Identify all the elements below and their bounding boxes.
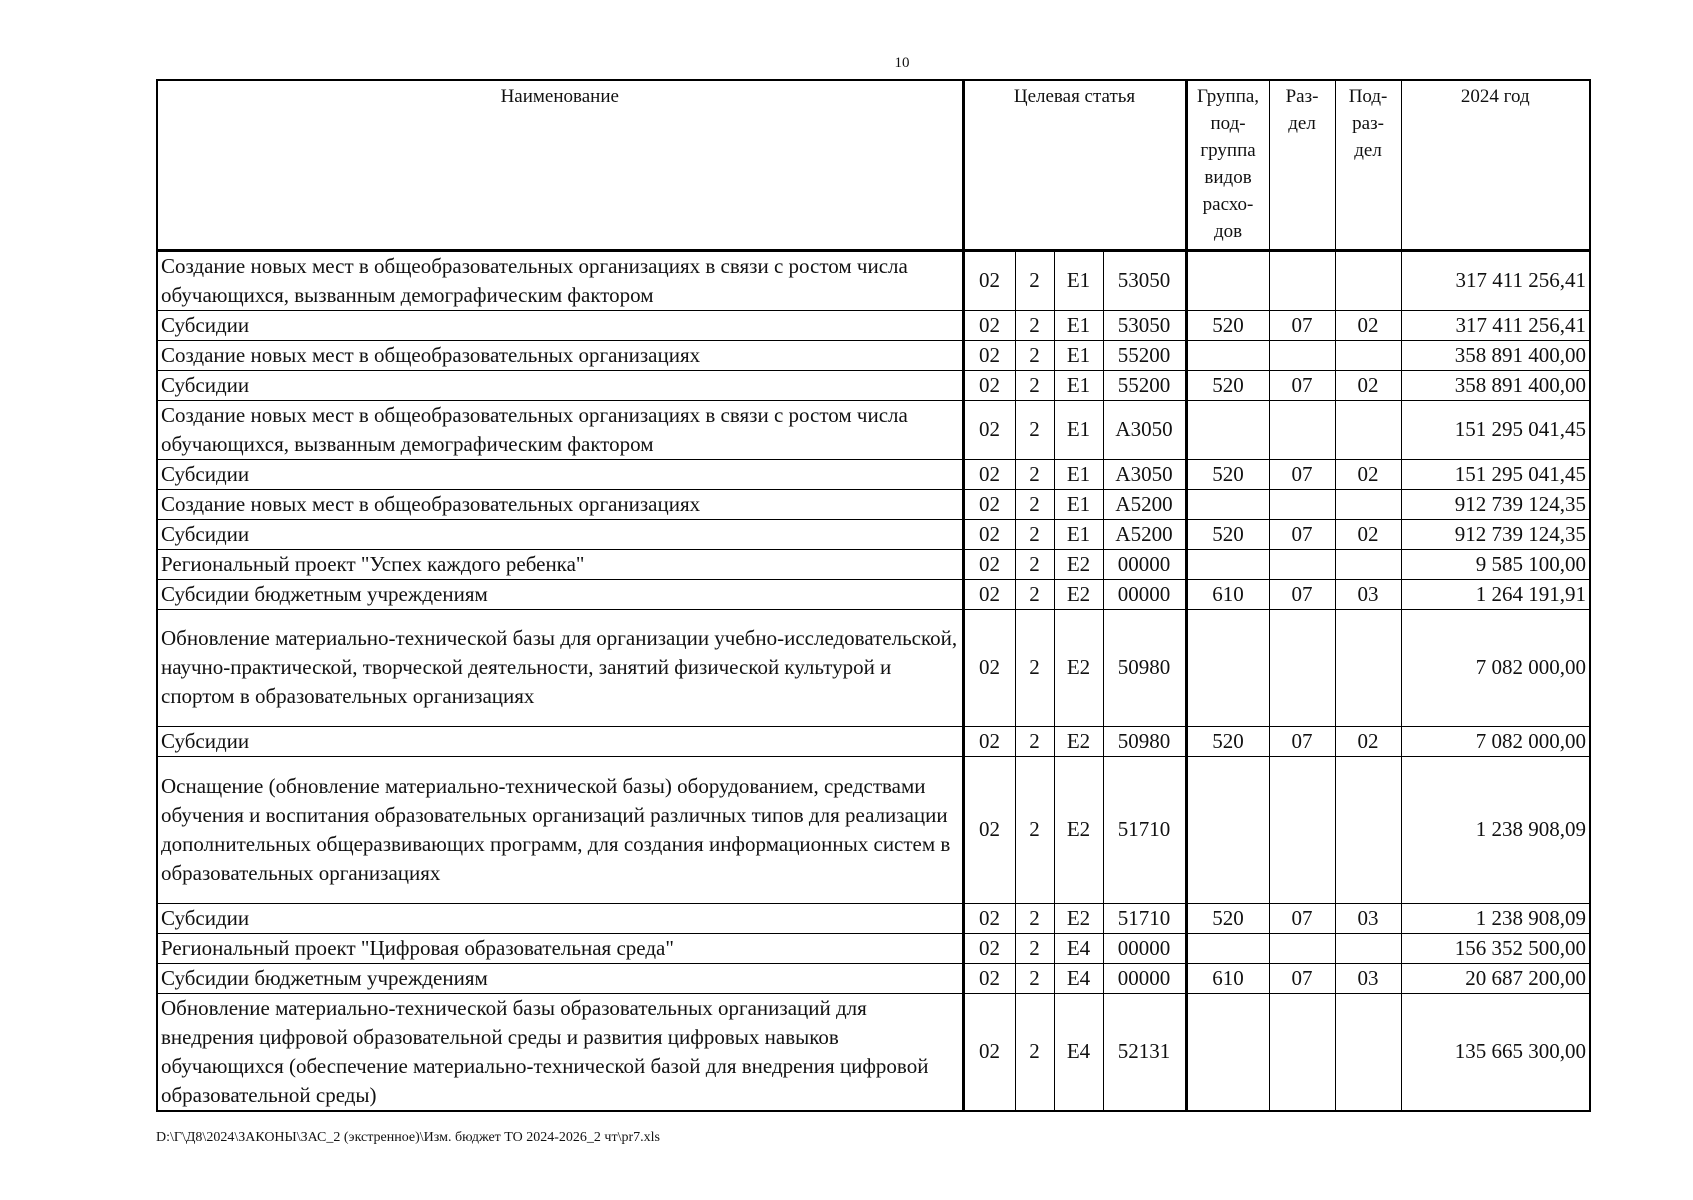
- row-section: 07: [1269, 726, 1335, 756]
- table-row: [157, 933, 1590, 963]
- table-header-row: [157, 80, 1590, 250]
- row-amount: 156 352 500,00: [1401, 933, 1590, 963]
- row-direction-code: А5200: [1103, 489, 1186, 519]
- table-row: [157, 549, 1590, 579]
- row-expense-group: [1186, 549, 1269, 579]
- row-amount: 317 411 256,41: [1401, 310, 1590, 340]
- table-row: [157, 340, 1590, 370]
- row-subsection: [1335, 933, 1401, 963]
- row-subprogram-code: 2: [1015, 310, 1054, 340]
- row-program-code: 02: [963, 400, 1015, 459]
- row-subprogram-code: 2: [1015, 726, 1054, 756]
- table-row: [157, 609, 1590, 726]
- row-direction-code: А3050: [1103, 459, 1186, 489]
- row-amount: 151 295 041,45: [1401, 400, 1590, 459]
- row-expense-group: 610: [1186, 579, 1269, 609]
- row-subsection: [1335, 549, 1401, 579]
- row-direction-code: 55200: [1103, 340, 1186, 370]
- header-year: 2024 год: [1401, 80, 1590, 250]
- row-section: [1269, 993, 1335, 1111]
- row-project-code: Е1: [1054, 519, 1103, 549]
- header-subsection: Под-раз-дел: [1335, 80, 1401, 250]
- row-subprogram-code: 2: [1015, 370, 1054, 400]
- row-program-code: 02: [963, 459, 1015, 489]
- row-name: Создание новых мест в общеобразовательных организациях: [157, 489, 963, 519]
- row-expense-group: 520: [1186, 310, 1269, 340]
- row-section: [1269, 400, 1335, 459]
- row-section: 07: [1269, 519, 1335, 549]
- header-name: Наименование: [157, 80, 963, 250]
- row-program-code: 02: [963, 903, 1015, 933]
- row-name: Региональный проект "Цифровая образовательная среда": [157, 933, 963, 963]
- table-row: [157, 459, 1590, 489]
- row-program-code: 02: [963, 340, 1015, 370]
- row-expense-group: [1186, 993, 1269, 1111]
- row-expense-group: 520: [1186, 459, 1269, 489]
- row-section: [1269, 489, 1335, 519]
- row-expense-group: [1186, 489, 1269, 519]
- table-row: [157, 370, 1590, 400]
- table-row: [157, 963, 1590, 993]
- row-direction-code: 00000: [1103, 549, 1186, 579]
- row-name: Создание новых мест в общеобразовательных организациях: [157, 340, 963, 370]
- row-section: 07: [1269, 903, 1335, 933]
- row-direction-code: 55200: [1103, 370, 1186, 400]
- row-name: Оснащение (обновление материально-технической базы) оборудованием, средствами обучения и воспитания образовательных организаций различных типов для реализации дополнительных общеразвивающих программ, для создания информационных систем в образовательных организациях: [157, 756, 963, 903]
- row-subprogram-code: 2: [1015, 609, 1054, 726]
- page-number: 10: [894, 55, 910, 71]
- row-name: Региональный проект "Успех каждого ребенка": [157, 549, 963, 579]
- row-project-code: Е1: [1054, 250, 1103, 310]
- table-row: [157, 310, 1590, 340]
- row-expense-group: 520: [1186, 903, 1269, 933]
- row-subsection: 03: [1335, 963, 1401, 993]
- row-section: [1269, 756, 1335, 903]
- row-direction-code: 50980: [1103, 609, 1186, 726]
- row-direction-code: 51710: [1103, 903, 1186, 933]
- row-subprogram-code: 2: [1015, 579, 1054, 609]
- row-section: 07: [1269, 370, 1335, 400]
- header-section: Раз-дел: [1269, 80, 1335, 250]
- row-amount: 7 082 000,00: [1401, 726, 1590, 756]
- header-expense-group: Группа, под-группа видов расхо-дов: [1186, 80, 1269, 250]
- row-subsection: 03: [1335, 579, 1401, 609]
- row-amount: 912 739 124,35: [1401, 519, 1590, 549]
- row-project-code: Е1: [1054, 310, 1103, 340]
- row-name: Обновление материально-технической базы для организации учебно-исследовательской, научно-практической, творческой деятельности, занятий физической культурой и спортом в образовательных организациях: [157, 609, 963, 726]
- row-amount: 1 238 908,09: [1401, 756, 1590, 903]
- row-program-code: 02: [963, 519, 1015, 549]
- row-expense-group: [1186, 756, 1269, 903]
- row-project-code: Е1: [1054, 400, 1103, 459]
- row-expense-group: 520: [1186, 519, 1269, 549]
- row-expense-group: 520: [1186, 370, 1269, 400]
- row-amount: 358 891 400,00: [1401, 340, 1590, 370]
- row-direction-code: 52131: [1103, 993, 1186, 1111]
- row-name: Субсидии бюджетным учреждениям: [157, 579, 963, 609]
- row-direction-code: А5200: [1103, 519, 1186, 549]
- row-subsection: 02: [1335, 459, 1401, 489]
- file-path-footer: D:\Г\Д8\2024\ЗАКОНЫ\ЗАС_2 (экстренное)\Изм. бюджет ТО 2024-2026_2 чт\pr7.xls: [156, 1130, 660, 1145]
- row-direction-code: 53050: [1103, 310, 1186, 340]
- row-section: [1269, 609, 1335, 726]
- row-project-code: Е2: [1054, 549, 1103, 579]
- row-subprogram-code: 2: [1015, 489, 1054, 519]
- table-row: [157, 579, 1590, 609]
- row-amount: 9 585 100,00: [1401, 549, 1590, 579]
- row-name: Субсидии: [157, 310, 963, 340]
- row-name: Субсидии: [157, 519, 963, 549]
- row-direction-code: 00000: [1103, 963, 1186, 993]
- row-project-code: Е4: [1054, 933, 1103, 963]
- row-project-code: Е1: [1054, 489, 1103, 519]
- row-program-code: 02: [963, 370, 1015, 400]
- row-project-code: Е2: [1054, 756, 1103, 903]
- row-name: Создание новых мест в общеобразовательных организациях в связи с ростом числа обучающихся, вызванным демографическим фактором: [157, 250, 963, 310]
- row-name: Субсидии: [157, 459, 963, 489]
- row-amount: 20 687 200,00: [1401, 963, 1590, 993]
- row-amount: 317 411 256,41: [1401, 250, 1590, 310]
- row-program-code: 02: [963, 933, 1015, 963]
- row-subprogram-code: 2: [1015, 756, 1054, 903]
- row-subprogram-code: 2: [1015, 549, 1054, 579]
- row-section: [1269, 250, 1335, 310]
- table-row: [157, 400, 1590, 459]
- row-project-code: Е4: [1054, 963, 1103, 993]
- table-row: [157, 756, 1590, 903]
- row-direction-code: А3050: [1103, 400, 1186, 459]
- table-row: [157, 519, 1590, 549]
- row-subprogram-code: 2: [1015, 963, 1054, 993]
- row-subsection: [1335, 489, 1401, 519]
- row-section: [1269, 933, 1335, 963]
- row-subsection: [1335, 340, 1401, 370]
- row-project-code: Е2: [1054, 609, 1103, 726]
- budget-table: [156, 79, 1591, 1112]
- table-row: [157, 489, 1590, 519]
- row-program-code: 02: [963, 756, 1015, 903]
- row-name: Субсидии: [157, 903, 963, 933]
- row-subsection: [1335, 609, 1401, 726]
- table-row: [157, 250, 1590, 310]
- table-row: [157, 726, 1590, 756]
- row-expense-group: [1186, 933, 1269, 963]
- row-expense-group: [1186, 400, 1269, 459]
- row-program-code: 02: [963, 310, 1015, 340]
- row-section: [1269, 549, 1335, 579]
- row-name: Субсидии: [157, 726, 963, 756]
- row-subprogram-code: 2: [1015, 933, 1054, 963]
- row-subsection: 03: [1335, 903, 1401, 933]
- table-row: [157, 903, 1590, 933]
- row-project-code: Е4: [1054, 993, 1103, 1111]
- row-subprogram-code: 2: [1015, 250, 1054, 310]
- row-amount: 1 238 908,09: [1401, 903, 1590, 933]
- row-program-code: 02: [963, 250, 1015, 310]
- row-amount: 135 665 300,00: [1401, 993, 1590, 1111]
- row-amount: 151 295 041,45: [1401, 459, 1590, 489]
- row-amount: 7 082 000,00: [1401, 609, 1590, 726]
- row-subsection: [1335, 756, 1401, 903]
- row-program-code: 02: [963, 726, 1015, 756]
- row-direction-code: 50980: [1103, 726, 1186, 756]
- row-subsection: 02: [1335, 519, 1401, 549]
- row-name: Субсидии бюджетным учреждениям: [157, 963, 963, 993]
- row-subsection: [1335, 400, 1401, 459]
- row-program-code: 02: [963, 579, 1015, 609]
- row-project-code: Е2: [1054, 903, 1103, 933]
- row-subprogram-code: 2: [1015, 400, 1054, 459]
- row-section: 07: [1269, 963, 1335, 993]
- row-amount: 912 739 124,35: [1401, 489, 1590, 519]
- row-program-code: 02: [963, 609, 1015, 726]
- row-name: Создание новых мест в общеобразовательных организациях в связи с ростом числа обучающихся, вызванным демографическим фактором: [157, 400, 963, 459]
- row-expense-group: [1186, 340, 1269, 370]
- row-amount: 358 891 400,00: [1401, 370, 1590, 400]
- header-target-article: Целевая статья: [963, 80, 1186, 250]
- row-subsection: [1335, 993, 1401, 1111]
- row-subprogram-code: 2: [1015, 993, 1054, 1111]
- row-section: [1269, 340, 1335, 370]
- row-name: Обновление материально-технической базы образовательных организаций для внедрения цифровой образовательной среды и развития цифровых навыков обучающихся (обеспечение материально-технической базой для внедрения цифровой образовательной среды): [157, 993, 963, 1111]
- row-project-code: Е2: [1054, 726, 1103, 756]
- row-program-code: 02: [963, 993, 1015, 1111]
- table-row: [157, 993, 1590, 1111]
- row-program-code: 02: [963, 549, 1015, 579]
- row-direction-code: 53050: [1103, 250, 1186, 310]
- row-expense-group: [1186, 609, 1269, 726]
- row-program-code: 02: [963, 963, 1015, 993]
- row-section: 07: [1269, 579, 1335, 609]
- row-amount: 1 264 191,91: [1401, 579, 1590, 609]
- row-subprogram-code: 2: [1015, 519, 1054, 549]
- row-direction-code: 00000: [1103, 579, 1186, 609]
- row-program-code: 02: [963, 489, 1015, 519]
- row-expense-group: 610: [1186, 963, 1269, 993]
- row-project-code: Е1: [1054, 340, 1103, 370]
- row-subprogram-code: 2: [1015, 903, 1054, 933]
- row-subsection: 02: [1335, 310, 1401, 340]
- row-project-code: Е1: [1054, 459, 1103, 489]
- row-subprogram-code: 2: [1015, 340, 1054, 370]
- row-subprogram-code: 2: [1015, 459, 1054, 489]
- row-direction-code: 51710: [1103, 756, 1186, 903]
- row-expense-group: 520: [1186, 726, 1269, 756]
- row-subsection: 02: [1335, 726, 1401, 756]
- row-section: 07: [1269, 310, 1335, 340]
- row-section: 07: [1269, 459, 1335, 489]
- row-subsection: 02: [1335, 370, 1401, 400]
- row-expense-group: [1186, 250, 1269, 310]
- row-subsection: [1335, 250, 1401, 310]
- row-project-code: Е1: [1054, 370, 1103, 400]
- row-direction-code: 00000: [1103, 933, 1186, 963]
- row-name: Субсидии: [157, 370, 963, 400]
- row-project-code: Е2: [1054, 579, 1103, 609]
